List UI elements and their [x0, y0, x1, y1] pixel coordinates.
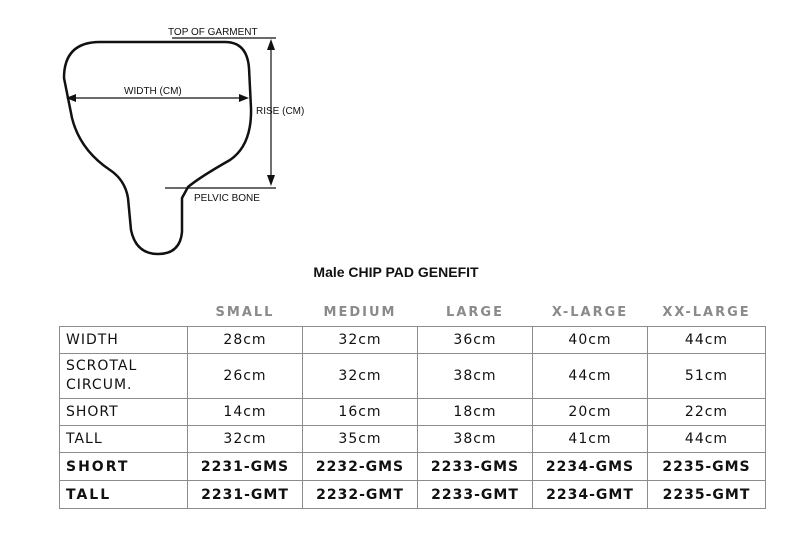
table-row [60, 327, 766, 354]
table-cell: 40cm [533, 327, 648, 354]
table-cell: 16cm [303, 399, 418, 426]
size-table [59, 298, 766, 509]
header-small: SMALL [215, 304, 275, 320]
table-row [60, 426, 766, 453]
table-cell: 18cm [418, 399, 533, 426]
table-cell: 44cm [648, 426, 766, 453]
row-label: SHORT [60, 453, 188, 481]
chart-title: Male CHIP PAD GENEFIT [313, 264, 479, 280]
table-row [60, 354, 766, 399]
pelvic-bone-label: PELVIC BONE [194, 193, 260, 204]
table-cell: 38cm [418, 354, 533, 399]
width-label: WIDTH (CM) [124, 86, 182, 97]
table-cell: 26cm [188, 354, 303, 399]
part-number-cell: 2233-GMS [418, 453, 533, 481]
table-cell: 35cm [303, 426, 418, 453]
part-number-cell: 2235-GMS [648, 453, 766, 481]
pad-outline [64, 42, 251, 254]
part-number-cell: 2235-GMT [648, 481, 766, 509]
table-cell: 38cm [418, 426, 533, 453]
table-cell: 51cm [648, 354, 766, 399]
table-cell: 22cm [648, 399, 766, 426]
row-label: TALL [60, 481, 188, 509]
pad-diagram [0, 0, 792, 260]
part-number-cell: 2231-GMT [188, 481, 303, 509]
row-label: SHORT [60, 399, 188, 426]
table-cell: 36cm [418, 327, 533, 354]
row-label: TALL [60, 426, 188, 453]
part-number-cell: 2233-GMT [418, 481, 533, 509]
header-blank [60, 298, 188, 327]
table-cell: 44cm [533, 354, 648, 399]
header-large: LARGE [446, 304, 504, 320]
header-xx-large: XX-LARGE [662, 304, 751, 320]
part-number-cell: 2234-GMS [533, 453, 648, 481]
size-header-row [60, 298, 766, 327]
part-number-cell: 2232-GMT [303, 481, 418, 509]
table-cell: 20cm [533, 399, 648, 426]
row-label: WIDTH [60, 327, 188, 354]
table-cell: 32cm [188, 426, 303, 453]
table-cell: 28cm [188, 327, 303, 354]
table-row [60, 399, 766, 426]
part-number-cell: 2231-GMS [188, 453, 303, 481]
part-number-row [60, 481, 766, 509]
header-x-large: X-LARGE [551, 304, 629, 320]
table-cell: 44cm [648, 327, 766, 354]
header-medium: MEDIUM [323, 304, 397, 320]
table-cell: 14cm [188, 399, 303, 426]
part-number-row [60, 453, 766, 481]
table-cell: 41cm [533, 426, 648, 453]
table-cell: 32cm [303, 327, 418, 354]
part-number-cell: 2234-GMT [533, 481, 648, 509]
row-label: SCROTAL CIRCUM. [60, 354, 188, 399]
table-cell: 32cm [303, 354, 418, 399]
rise-label: RISE (CM) [256, 106, 305, 117]
part-number-cell: 2232-GMS [303, 453, 418, 481]
top-of-garment-label: TOP OF GARMENT [168, 27, 258, 38]
